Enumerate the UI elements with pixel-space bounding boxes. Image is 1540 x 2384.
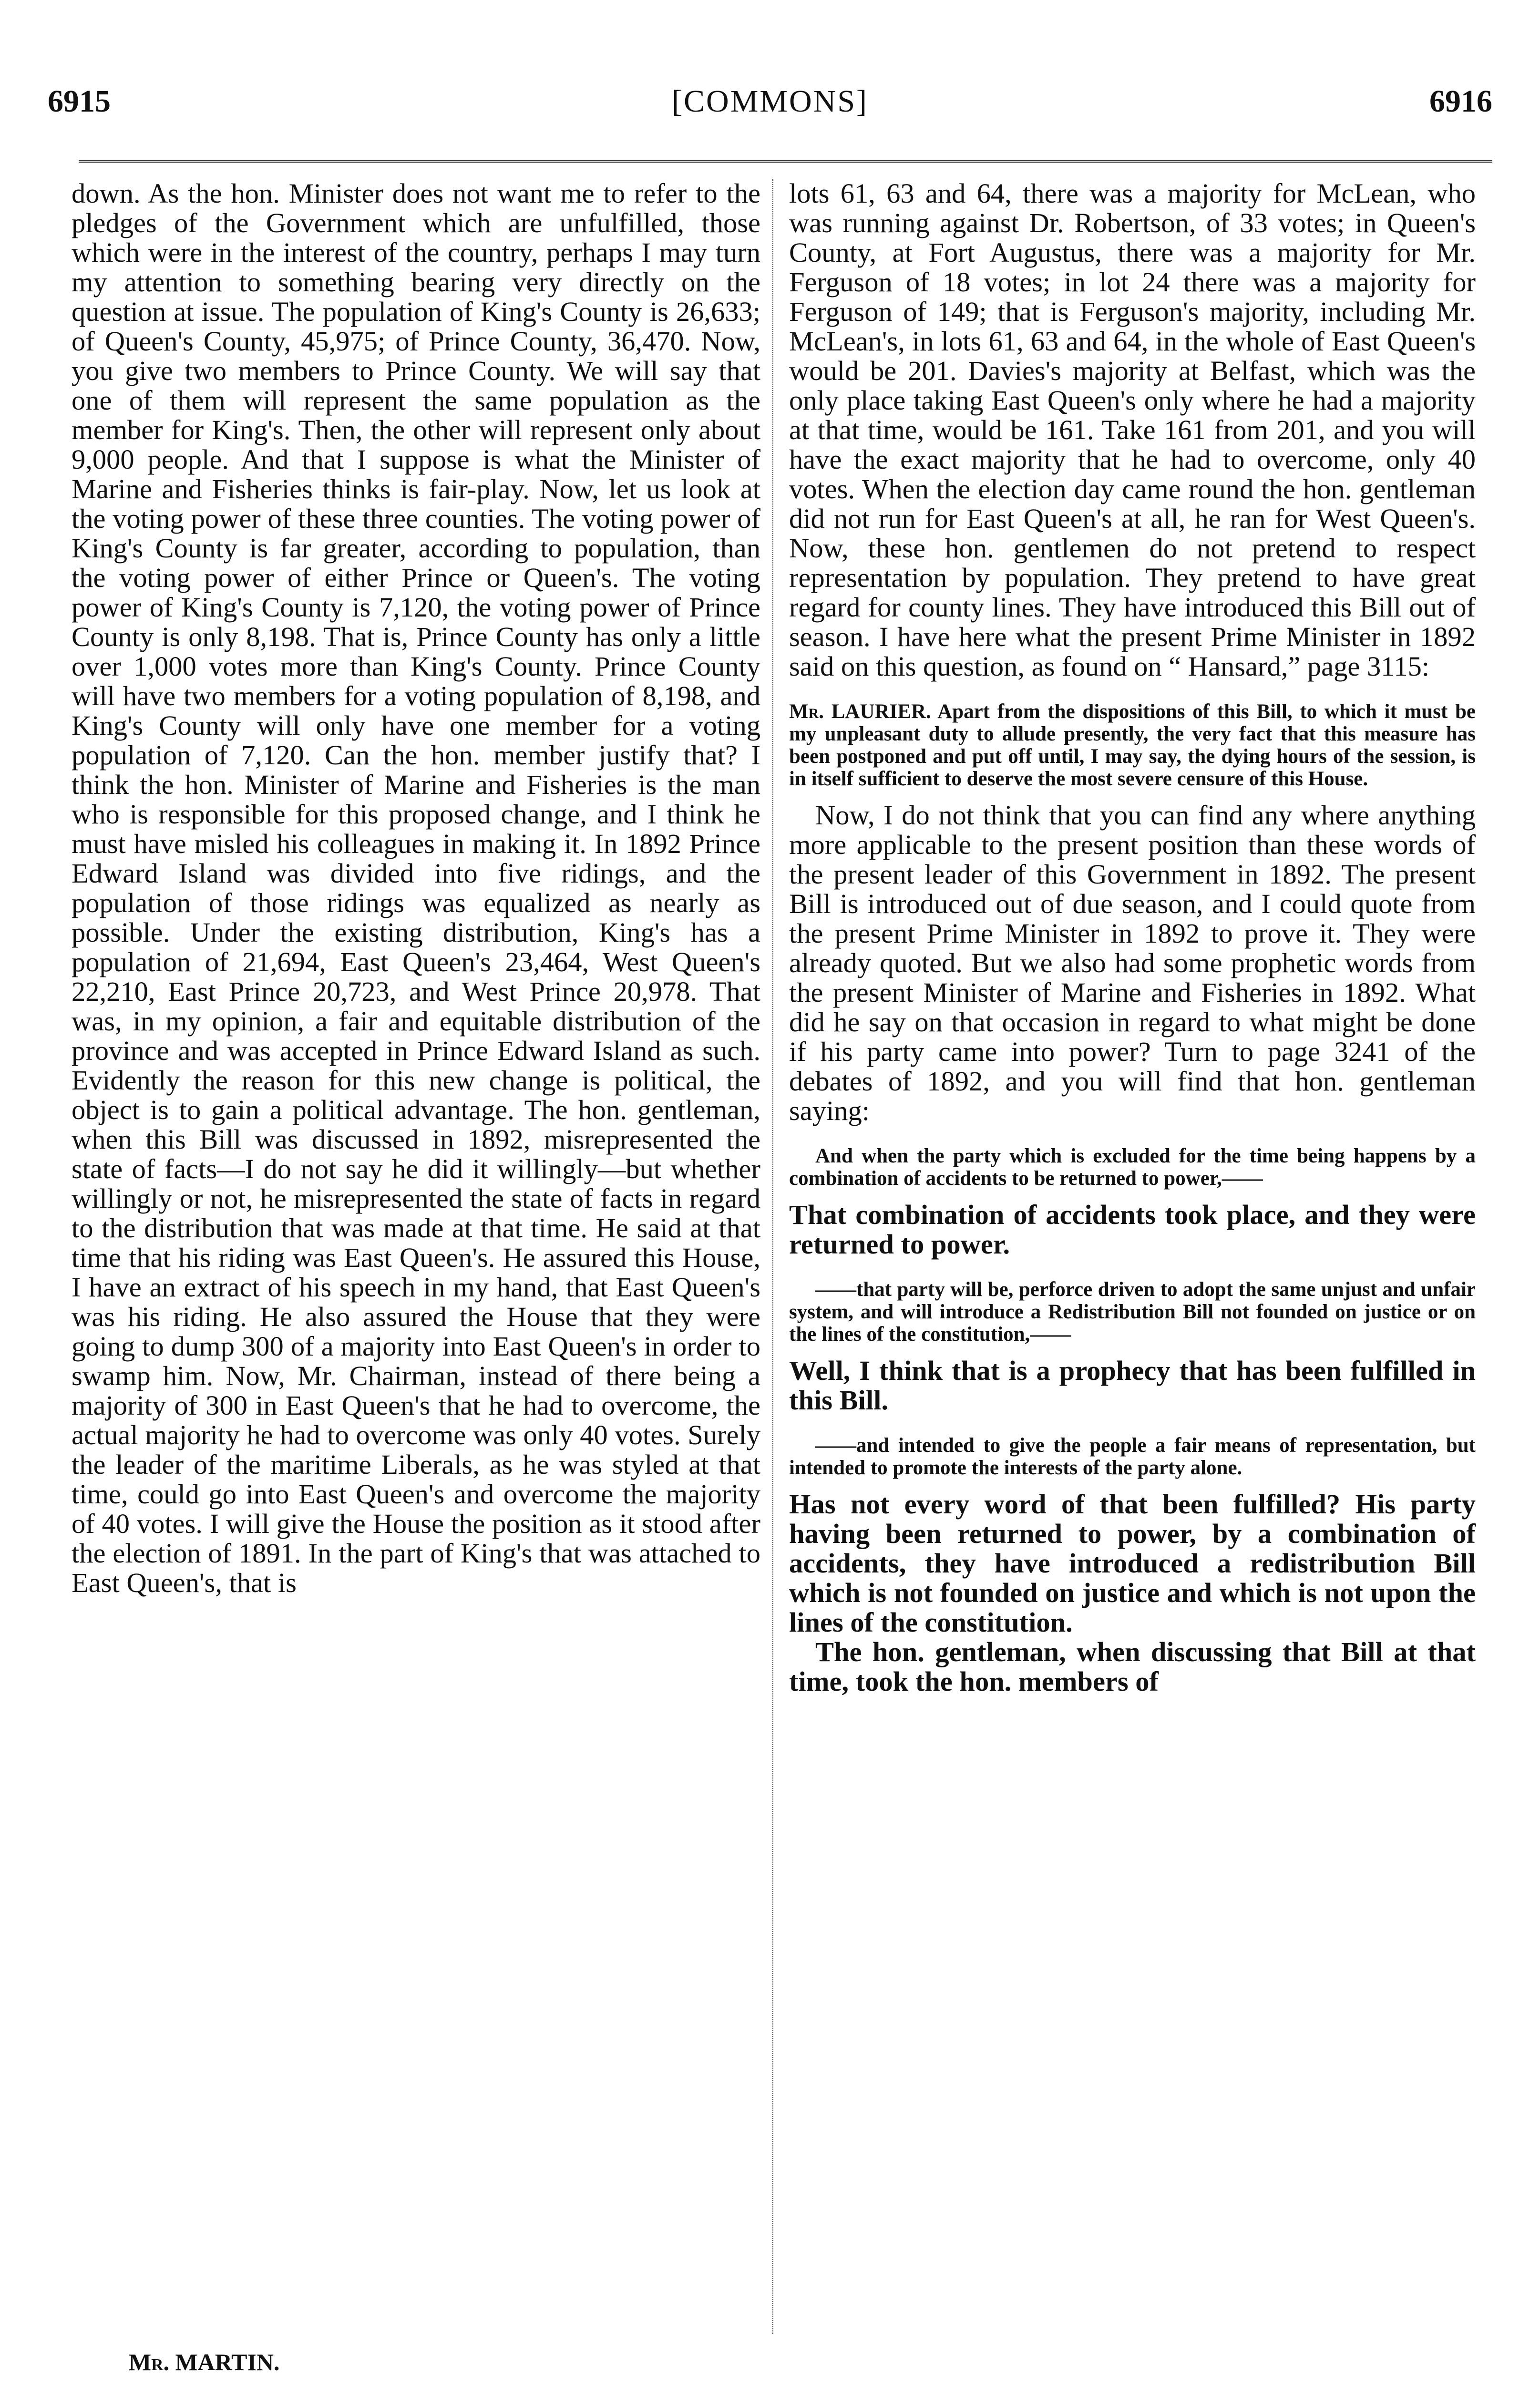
block-quote: ——that party will be, perforce driven to adopt the same unjust and unfair system, and will introduce a Redistribution Bill not founded on justice or on the lines of the constitution,——	[789, 1278, 1476, 1346]
page-number-left: 6915	[48, 84, 111, 119]
paragraph: Has not every word of that been fulfilled? His party having been returned to power, by a combination of accidents, they have introduced a redistribution Bill which is not founded on justice and which is not upon the lines of the constitution.	[789, 1489, 1476, 1638]
footer-speaker: Mr. MARTIN.	[129, 2349, 280, 2375]
block-quote: And when the party which is excluded for the time being happens by a combination of accidents to be returned to power,——	[789, 1145, 1476, 1190]
paragraph: That combination of accidents took place, and they were returned to power.	[789, 1199, 1476, 1260]
running-head: [COMMONS]	[671, 84, 869, 119]
header-rule	[79, 160, 1492, 163]
left-column	[72, 179, 760, 1598]
quote-text: Apart from the dispositions of this Bill, to which it must be my unpleasant duty to allude presently, the very fact that this measure has been postponed and put off until, I may say, the dying hours of the session, is in itself sufficient to deserve the most severe censure of this House.	[789, 700, 1476, 790]
paragraph: lots 61, 63 and 64, there was a majority for McLean, who was running against Dr. Robertson, of 33 votes; in Queen's County, at Fort Augustus, there was a majority for Mr. Ferguson of 18 votes; in lot 24 there was a majority for Ferguson of 149; that is Ferguson's majority, including Mr. McLean's, in lots 61, 63 and 64, in the whole of East Queen's would be 201. Davies's majority at Belfast, which was the only place taking East Queen's only where he had a majority at that time, would be 161. Take 161 from 201, and you will have the exact majority that he had to overcome, only 40 votes. When the election day came round the hon. gentleman did not run for East Queen's at all, he ran for West Queen's. Now, these hon. gentlemen do not pretend to respect representation by population. They pretend to have great regard for county lines. They have introduced this Bill out of season. I have here what the present Prime Minister in 1892 said on this question, as found on “ Hansard,” page 3115:	[789, 178, 1476, 682]
quote-speaker: Mr. LAURIER.	[789, 700, 931, 723]
page-number-right: 6916	[1429, 84, 1492, 119]
paragraph: Well, I think that is a prophecy that has been fulfilled in this Bill.	[789, 1355, 1476, 1416]
paragraph: The hon. gentleman, when discussing that Bill at that time, took the hon. members of	[789, 1636, 1476, 1697]
quote-laurier	[789, 700, 1476, 790]
paragraph: Now, I do not think that you can find any where anything more applicable to the present position than these words of the present leader of this Government in 1892. The present Bill is introduced out of due season, and I could quote from the present Prime Minister in 1892 to prove it. They were already quoted. But we also had some prophetic words from the present Minister of Marine and Fisheries in 1892. What did he say on that occasion in regard to what might be done if his party came into power? Turn to page 3241 of the debates of 1892, and you will find that hon. gentleman saying:	[789, 800, 1476, 1126]
page-header	[48, 83, 1492, 136]
block-quote: ——and intended to give the people a fair means of representation, but intended to promote the interests of the party alone.	[789, 1434, 1476, 1479]
right-column	[789, 179, 1476, 1696]
paragraph: down. As the hon. Minister does not want me to refer to the pledges of the Government which are unfulfilled, those which were in the interest of the country, perhaps I may turn my attention to something bearing very directly on the question at issue. The population of King's County is 26,633; of Queen's County, 45,975; of Prince County, 36,470. Now, you give two members to Prince County. We will say that one of them will represent the same population as the member for King's. Then, the other will represent only about 9,000 people. And that I suppose is what the Minister of Marine and Fisheries thinks is fair-play. Now, let us look at the voting power of these three counties. The voting power of King's County is far greater, according to population, than the voting power of either Prince or Queen's. The voting power of King's County is 7,120, the voting power of Prince County is only 8,198. That is, Prince County has only a little over 1,000 votes more than King's County. Prince County will have two members for a voting population of 8,198, and King's County will only have one member for a voting population of 7,120. Can the hon. member justify that? I think the hon. Minister of Marine and Fisheries is the man who is responsible for this proposed change, and I think he must have misled his colleagues in making it. In 1892 Prince Edward Island was divided into five ridings, and the population of those ridings was equalized as nearly as possible. Under the existing distribution, King's has a population of 21,694, East Queen's 23,464, West Queen's 22,210, East Prince 20,723, and West Prince 20,978. That was, in my opinion, a fair and equitable distribution of the province and was accepted in Prince Edward Island as such. Evidently the reason for this new change is political, the object is to gain a political advantage. The hon. gentleman, when this Bill was discussed in 1892, misrepresented the state of facts—I do not say he did it willingly—but whether willingly or not, he misrepresented the state of facts in regard to the distribution that was made at that time. He said at that time that his riding was East Queen's. He assured this House, I have an extract of his speech in my hand, that East Queen's was his riding. He also assured the House that they were going to dump 300 of a majority into East Queen's in order to swamp him. Now, Mr. Chairman, instead of there being a majority of 300 in East Queen's that he had to overcome, the actual majority he had to overcome was only 40 votes. Surely the leader of the maritime Liberals, as he was styled at that time, could go into East Queen's and overcome the majority of 40 votes. I will give the House the position as it stood after the election of 1891. In the part of King's that was attached to East Queen's, that is	[72, 178, 760, 1598]
column-divider	[772, 179, 773, 2334]
